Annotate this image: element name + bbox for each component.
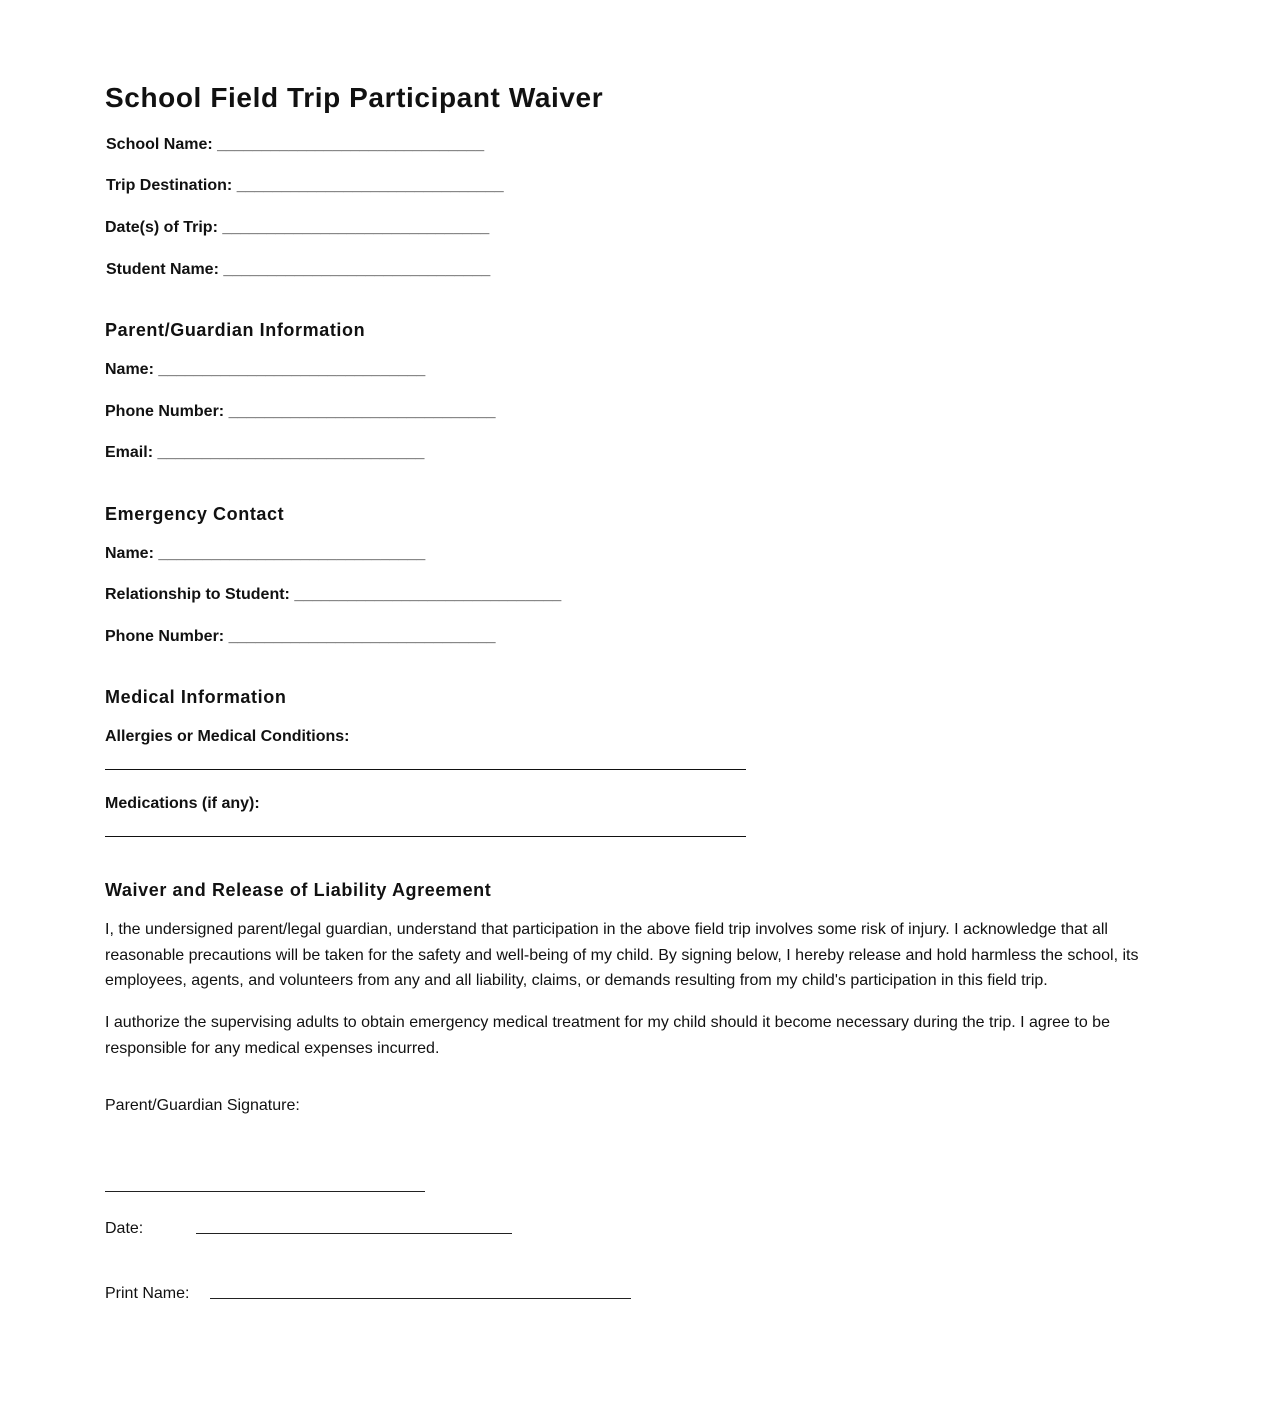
emergency-name-field[interactable] <box>105 545 425 563</box>
date-line[interactable] <box>196 1233 512 1234</box>
parent-guardian-heading: Parent/Guardian Information <box>105 320 366 340</box>
trip-destination-blank[interactable]: ______________________________ <box>236 177 504 194</box>
allergies-input-line[interactable] <box>105 769 746 770</box>
page-title: School Field Trip Participant Waiver <box>105 82 604 113</box>
school-name-field[interactable] <box>106 136 484 154</box>
medications-input-line[interactable] <box>105 836 746 837</box>
trip-dates-blank[interactable]: ______________________________ <box>222 219 490 236</box>
waiver-heading: Waiver and Release of Liability Agreement <box>105 880 492 900</box>
emergency-name-blank[interactable]: ______________________________ <box>158 545 426 562</box>
date-label: Date: <box>105 1220 144 1237</box>
student-name-field[interactable] <box>106 261 490 279</box>
parent-name-field[interactable] <box>105 361 425 379</box>
parent-name-blank[interactable]: ______________________________ <box>158 361 426 378</box>
emergency-contact-heading: Emergency Contact <box>105 504 285 524</box>
trip-destination-field[interactable] <box>106 177 504 195</box>
medical-information-heading: Medical Information <box>105 687 287 707</box>
student-name-blank[interactable]: ______________________________ <box>223 261 491 278</box>
field-label: Phone Number: <box>105 403 225 420</box>
print-name-line[interactable] <box>210 1298 631 1299</box>
field-label: Phone Number: <box>105 628 225 645</box>
parent-phone-blank[interactable]: ______________________________ <box>228 403 496 420</box>
field-label: School Name: <box>106 136 213 153</box>
parent-phone-field[interactable] <box>105 403 496 421</box>
print-name-label: Print Name: <box>105 1285 190 1302</box>
parent-email-blank[interactable]: ______________________________ <box>157 444 425 461</box>
parent-email-field[interactable] <box>105 444 424 462</box>
trip-dates-field[interactable] <box>105 219 489 237</box>
field-label: Trip Destination: <box>106 177 233 194</box>
signature-line[interactable] <box>105 1191 425 1192</box>
emergency-relationship-field[interactable] <box>105 586 561 604</box>
field-label: Student Name: <box>106 261 219 278</box>
waiver-paragraph-release: I, the undersigned parent/legal guardian, understand that participation in the above field trip involves some risk of injury. I acknowledge that all reasonable precautions will be taken for the safety and well-being of my child. By signing below, I hereby release and hold harmless the school, its employees, agents, and volunteers from any and all liability, claims, or demands resulting from my child's participation in this field trip. <box>105 921 1139 989</box>
medications-label: Medications (if any): <box>105 795 260 812</box>
school-name-blank[interactable]: ______________________________ <box>217 136 485 153</box>
waiver-paragraph-medical: I authorize the supervising adults to obtain emergency medical treatment for my child should it become necessary during the trip. I agree to be responsible for any medical expenses incurred. <box>105 1014 1110 1057</box>
field-label: Name: <box>105 545 154 562</box>
signature-label: Parent/Guardian Signature: <box>105 1097 300 1114</box>
allergies-label: Allergies or Medical Conditions: <box>105 728 350 745</box>
field-label: Name: <box>105 361 154 378</box>
emergency-phone-blank[interactable]: ______________________________ <box>228 628 496 645</box>
emergency-relationship-blank[interactable]: ______________________________ <box>294 586 562 603</box>
field-label: Date(s) of Trip: <box>105 219 218 236</box>
emergency-phone-field[interactable] <box>105 628 496 646</box>
field-label: Email: <box>105 444 154 461</box>
field-label: Relationship to Student: <box>105 586 290 603</box>
